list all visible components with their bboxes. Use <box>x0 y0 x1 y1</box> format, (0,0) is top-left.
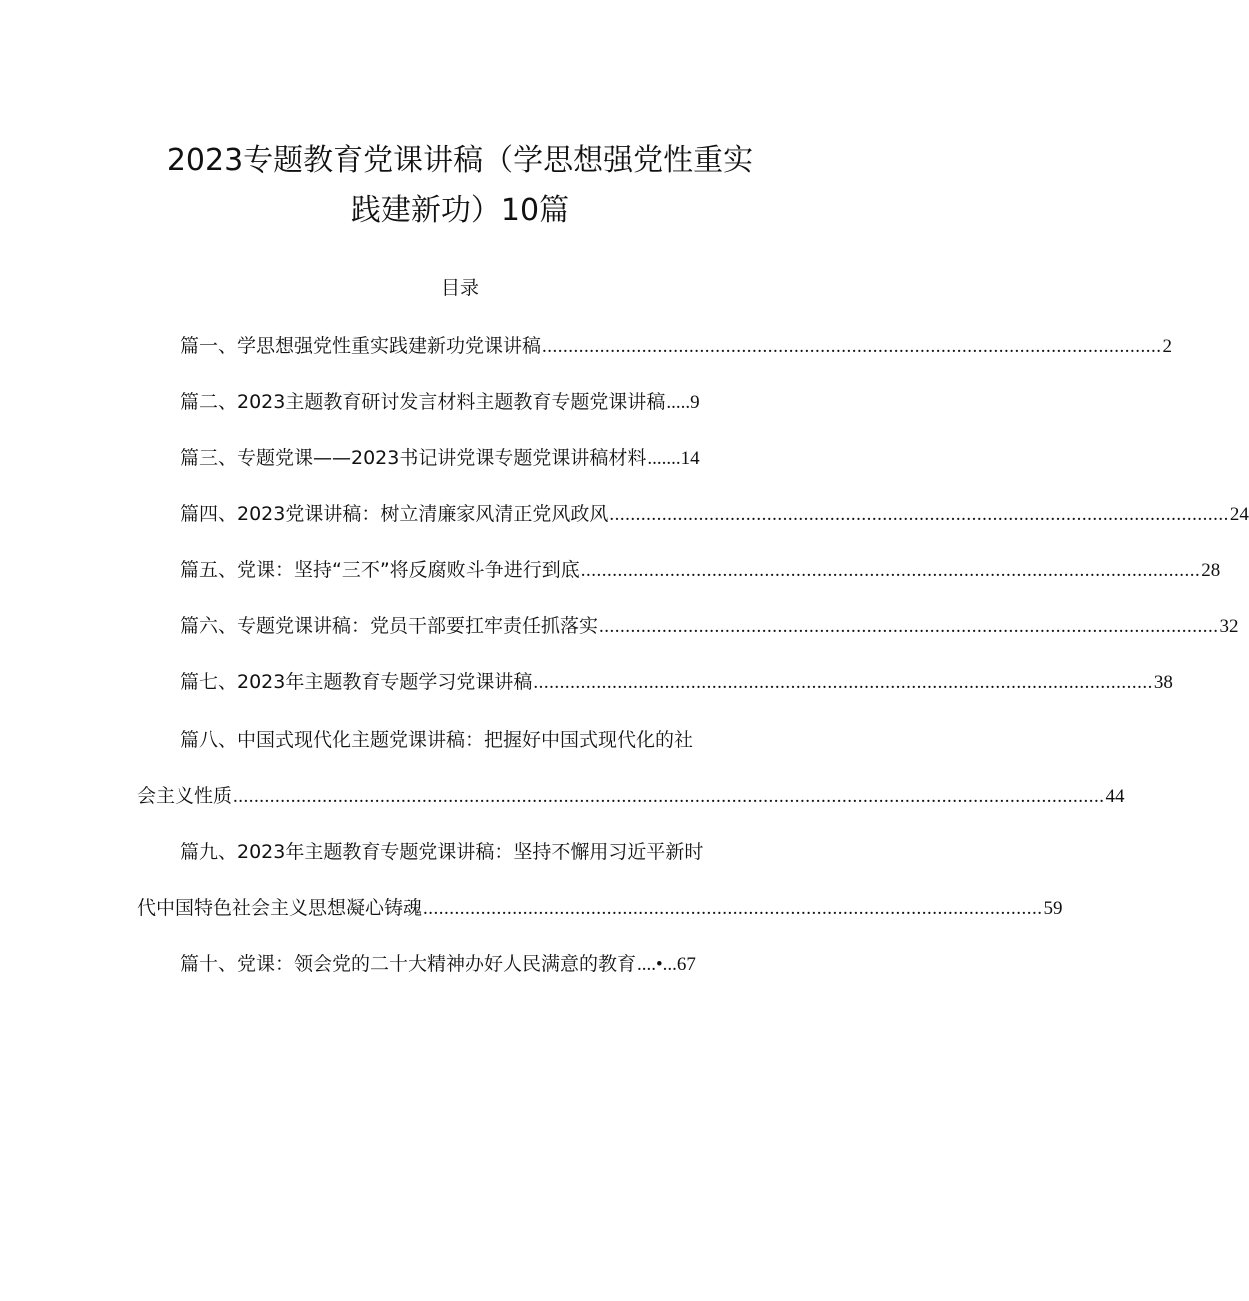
toc-page-number: 14 <box>680 448 700 469</box>
toc-entry-title: 篇五、党课：坚持“三不”将反腐败斗争进行到底 <box>180 559 580 581</box>
toc-page-number: 59 <box>1043 898 1063 919</box>
toc-entry-title: 篇八、中国式现代化主题党课讲稿：把握好中国式现代化的社 <box>180 729 694 751</box>
toc-entry-title: 篇三、专题党课——2023书记讲党课专题党课讲稿材料 <box>180 447 647 469</box>
toc-entry-continuation[interactable] <box>137 782 1125 810</box>
toc-leader-dots: ...................................................................................................................... <box>542 336 1162 357</box>
toc-page-number: 24 <box>1229 504 1249 525</box>
document-title-line-2: 践建新功）10篇 <box>350 193 570 228</box>
document-title-line-1: 2023专题教育党课讲稿（学思想强党性重实 <box>166 143 754 178</box>
toc-entry-title: 会主义性质 <box>137 785 233 807</box>
toc-leader-dots: ...................................................................................................................... <box>533 672 1153 693</box>
toc-entry[interactable] <box>180 500 1249 528</box>
toc-entry-title: 篇六、专题党课讲稿：党员干部要扛牢责任抓落实 <box>180 615 599 637</box>
toc-leader-dots: ..... <box>666 392 691 413</box>
toc-leader-dots: ....•... <box>637 954 677 975</box>
toc-entry[interactable] <box>180 444 700 472</box>
toc-leader-dots: ...................................................................................................................... <box>423 898 1043 919</box>
toc-entry[interactable] <box>180 726 693 754</box>
toc-leader-dots: ....... <box>647 448 681 469</box>
toc-page-number: 67 <box>676 954 696 975</box>
toc-entry-title: 代中国特色社会主义思想凝心铸魂 <box>137 897 423 919</box>
toc-entry[interactable] <box>180 388 700 416</box>
toc-page-number: 28 <box>1201 560 1221 581</box>
toc-entry[interactable] <box>180 950 696 978</box>
toc-leader-dots: ...................................................................................................................... <box>580 560 1201 581</box>
toc-heading: 目录 <box>440 277 479 299</box>
toc-entry-title: 篇七、2023年主题教育专题学习党课讲稿 <box>180 671 533 693</box>
toc-entry-title: 篇四、2023党课讲稿：树立清廉家风清正党风政风 <box>180 503 609 525</box>
toc-entry-title: 篇九、2023年主题教育专题党课讲稿：坚持不懈用习近平新时 <box>180 841 704 863</box>
toc-entry-continuation[interactable] <box>137 894 1063 922</box>
toc-entry-title: 篇二、2023主题教育研讨发言材料主题教育专题党课讲稿 <box>180 391 666 413</box>
toc-page-number: 9 <box>690 392 700 413</box>
toc-entry[interactable] <box>180 668 1173 696</box>
toc-leader-dots: ...................................................................................................................... <box>599 616 1219 637</box>
toc-entry[interactable] <box>180 556 1221 584</box>
toc-page-number: 2 <box>1162 336 1173 357</box>
toc-page-number: 38 <box>1153 672 1173 693</box>
toc-entry[interactable] <box>180 332 1173 360</box>
toc-entry[interactable] <box>180 838 703 866</box>
toc-leader-dots: ...................................................................................................................................................................... <box>233 786 1105 807</box>
toc-entry-title: 篇一、学思想强党性重实践建新功党课讲稿 <box>180 335 542 357</box>
toc-page-number: 32 <box>1219 616 1239 637</box>
toc-leader-dots: ...................................................................................................................... <box>609 504 1229 525</box>
toc-entry-title: 篇十、党课：领会党的二十大精神办好人民满意的教育 <box>180 953 637 975</box>
toc-entry[interactable] <box>180 612 1239 640</box>
toc-page-number: 44 <box>1105 786 1125 807</box>
